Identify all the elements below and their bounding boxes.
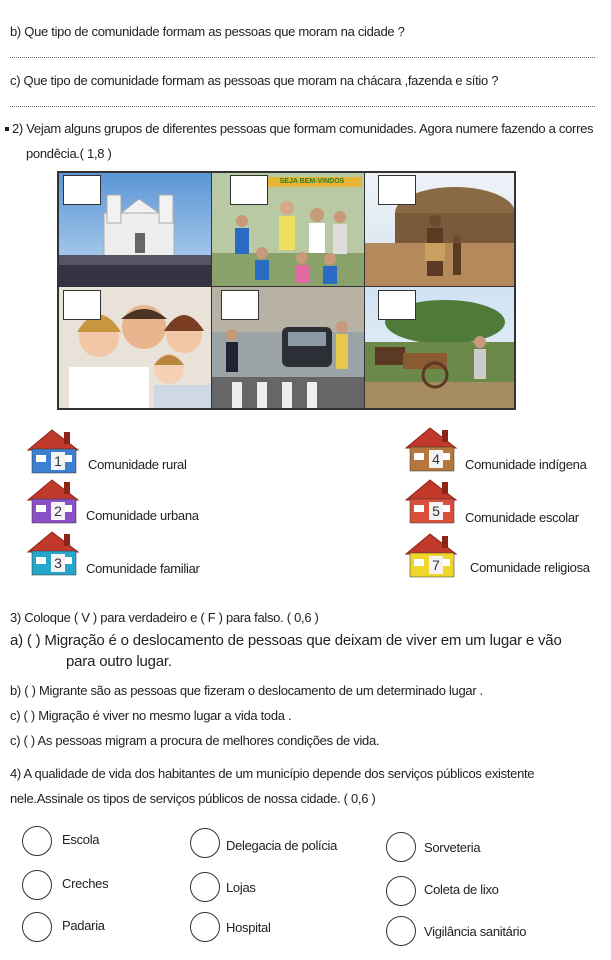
option-label: Padaria [62, 918, 105, 933]
question-3-title: 3) Coloque ( V ) para verdadeiro e ( F ) para falso. ( 0,6 ) [10, 610, 319, 625]
option-checkbox-circle[interactable] [22, 912, 52, 942]
house-label: Comunidade escolar [465, 510, 579, 525]
option-label: Creches [62, 876, 109, 891]
house-icon [22, 478, 84, 524]
house-number: 2 [51, 502, 65, 520]
option-checkbox-circle[interactable] [22, 870, 52, 900]
option-checkbox-circle[interactable] [190, 872, 220, 902]
question-2-line2: pondêcia.( 1,8 ) [26, 146, 112, 161]
option-checkbox-circle[interactable] [386, 916, 416, 946]
house-icon [400, 426, 462, 472]
house-number: 5 [429, 502, 443, 520]
question-1b: b) Que tipo de comunidade formam as pessoas que moram na cidade ? [10, 24, 405, 39]
question-1c: c) Que tipo de comunidade formam as pessoas que moram na chácara ,fazenda e sítio ? [10, 73, 499, 88]
option-checkbox-circle[interactable] [190, 828, 220, 858]
house-number: 1 [51, 452, 65, 470]
house-number: 4 [429, 450, 443, 468]
answer-box-6[interactable] [378, 290, 416, 320]
answer-box-1[interactable] [63, 175, 101, 205]
option-label: Lojas [226, 880, 256, 895]
option-checkbox-circle[interactable] [190, 912, 220, 942]
house-label: Comunidade rural [88, 457, 187, 472]
answer-line-1c[interactable] [10, 106, 595, 107]
question-3-a-line1: a) ( ) Migração é o deslocamento de pessoas que deixam de viver em um lugar e vão [10, 632, 562, 649]
option-checkbox-circle[interactable] [386, 832, 416, 862]
option-label: Coleta de lixo [424, 882, 499, 897]
question-3-b: b) ( ) Migrante são as pessoas que fizeram o deslocamento de um determinado lugar . [10, 683, 483, 698]
question-4-line2: nele.Assinale os tipos de serviços públicos de nossa cidade. ( 0,6 ) [10, 791, 376, 806]
house-icon [400, 478, 462, 524]
photo-grid [57, 171, 516, 410]
house-label: Comunidade urbana [86, 508, 199, 523]
house-icon [22, 530, 84, 576]
question-3-a-line2: para outro lugar. [66, 653, 172, 670]
option-label: Hospital [226, 920, 271, 935]
question-3-d: c) ( ) As pessoas migram a procura de melhores condições de vida. [10, 733, 380, 748]
house-icon [400, 532, 462, 578]
welcome-banner: SEJA BEM-VINDOS [262, 177, 362, 187]
house-label: Comunidade indígena [465, 457, 587, 472]
house-icon [22, 428, 84, 474]
house-number: 7 [429, 556, 443, 574]
option-label: Escola [62, 832, 100, 847]
bullet-icon [5, 127, 9, 131]
question-2-line1: 2) Vejam alguns grupos de diferentes pessoas que formam comunidades. Agora numere fazendo a corres [12, 121, 594, 136]
house-label: Comunidade religiosa [470, 560, 590, 575]
house-label: Comunidade familiar [86, 561, 200, 576]
option-label: Delegacia de polícia [226, 838, 338, 853]
option-checkbox-circle[interactable] [22, 826, 52, 856]
answer-line-1b[interactable] [10, 57, 595, 58]
option-label: Vigilância sanitário [424, 924, 527, 939]
question-3-c: c) ( ) Migração é viver no mesmo lugar a vida toda . [10, 708, 292, 723]
answer-box-3[interactable] [378, 175, 416, 205]
answer-box-2[interactable] [230, 175, 268, 205]
question-4-line1: 4) A qualidade de vida dos habitantes de um município depende dos serviços públicos existente [10, 766, 535, 781]
house-number: 3 [51, 554, 65, 572]
option-checkbox-circle[interactable] [386, 876, 416, 906]
option-label: Sorveteria [424, 840, 481, 855]
answer-box-4[interactable] [63, 290, 101, 320]
answer-box-5[interactable] [221, 290, 259, 320]
